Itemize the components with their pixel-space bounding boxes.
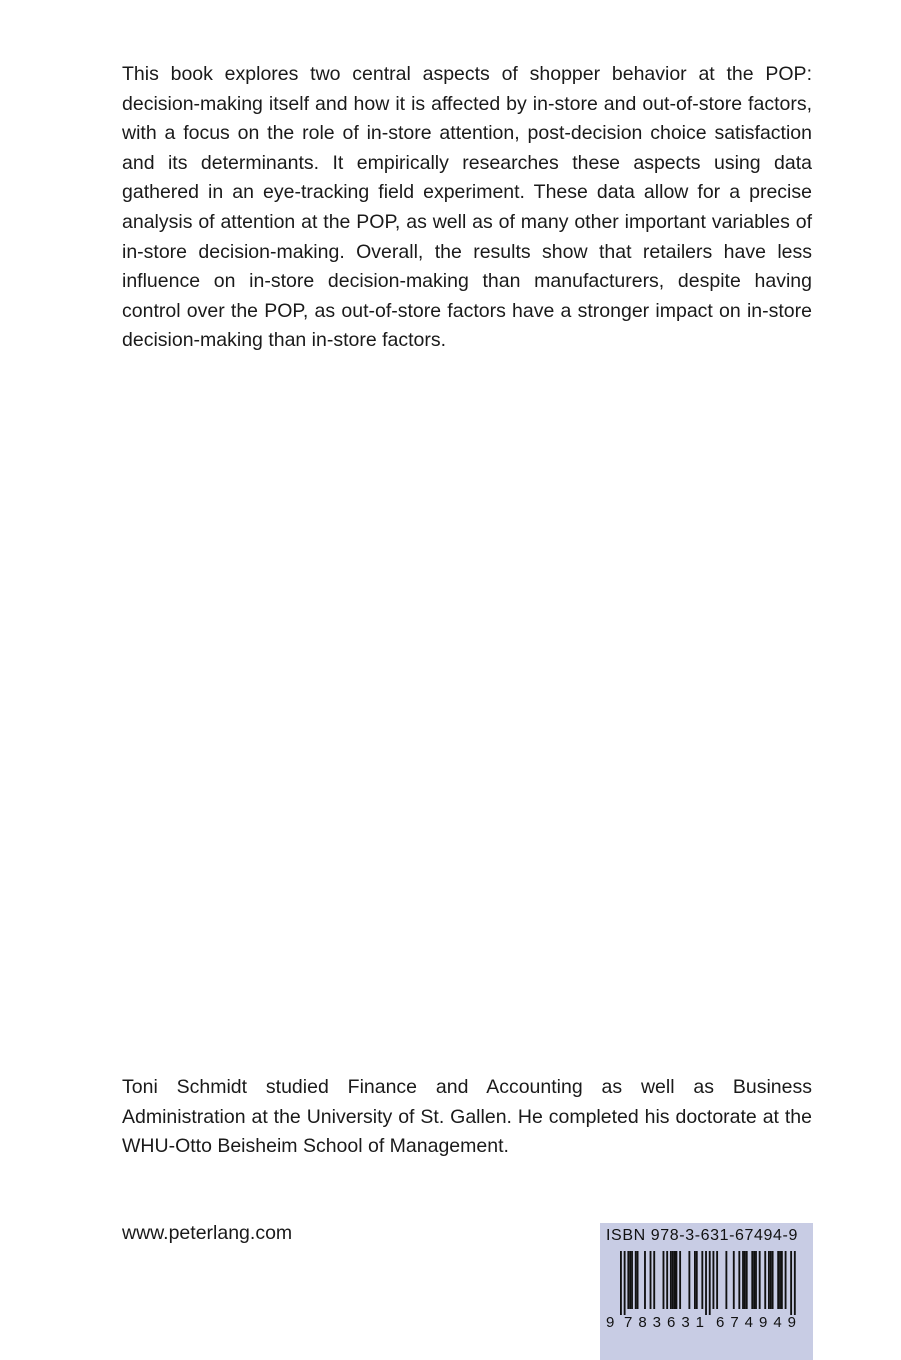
barcode-bar [779,1251,781,1309]
barcode-bar [688,1251,690,1309]
barcode-bar [663,1251,665,1309]
barcode-bar [770,1251,772,1309]
barcode-bar [755,1251,757,1309]
barcode-bar [777,1251,779,1309]
barcode-bar [674,1251,676,1309]
barcode-bar [709,1251,711,1315]
barcode-bar [764,1251,766,1309]
barcode-bar [742,1251,744,1309]
barcode-bar [785,1251,787,1309]
barcode-bar [620,1251,622,1315]
barcode-right-digits: 674949 [716,1314,796,1329]
barcode [606,1251,806,1329]
barcode-bar [629,1251,631,1309]
barcode-bar [694,1251,696,1309]
barcode-bar [672,1251,674,1309]
barcode-bar [768,1251,770,1309]
barcode-bar [794,1251,796,1315]
barcode-bar [627,1251,629,1309]
barcode-bar [679,1251,681,1309]
publisher-url[interactable]: www.peterlang.com [122,1222,293,1244]
barcode-bar [744,1251,746,1309]
barcode-bar [733,1251,735,1309]
barcode-bar [772,1251,774,1309]
barcode-bar [676,1251,678,1309]
barcode-graphic [606,1251,806,1329]
barcode-bar [650,1251,652,1309]
barcode-bar [624,1251,626,1315]
barcode-bar [759,1251,761,1309]
barcode-bar [716,1251,718,1309]
barcode-bar [666,1251,668,1309]
barcode-bar [790,1251,792,1315]
isbn-panel [600,1223,813,1360]
barcode-first-digit: 9 [606,1314,615,1329]
barcode-bar [751,1251,753,1309]
barcode-bar [635,1251,637,1309]
barcode-bar [696,1251,698,1309]
barcode-bar [746,1251,748,1309]
author-bio: Toni Schmidt studied Finance and Accounting as well as Business Administration at the University of St. Gallen. He completed his doctorate at the WHU-Otto Beisheim School of Management. [122,1076,812,1158]
barcode-bar [644,1251,646,1309]
barcode-bar [781,1251,783,1309]
book-description: This book explores two central aspects of shopper behavior at the POP: decision-making itself and how it is affected by in-store and out-of-store factors, with a focus on the role of in-store attention, post-decision choice satisfaction and its determinants. It empirically researches these aspects using data gathered in an eye-tracking field experiment. These data allow for a precise analysis of attention at the POP, as well as of many other important variables of in-store decision-making. Overall, the results show that retailers have less influence on in-store decision-making than manufacturers, despite having control over the POP, as out-of-store factors have a stronger impact on in-store decision-making than in-store factors. [122,63,812,352]
barcode-bar [670,1251,672,1309]
barcode-bar [705,1251,707,1315]
barcode-bar [637,1251,639,1309]
barcode-bar [753,1251,755,1309]
barcode-bar [725,1251,727,1309]
barcode-bar [713,1251,715,1309]
barcode-left-digits: 783631 [624,1314,704,1329]
isbn-label: ISBN 978-3-631-67494-9 [606,1227,798,1244]
barcode-bar [738,1251,740,1309]
barcode-bar [653,1251,655,1309]
barcode-bar [631,1251,633,1309]
barcode-bar [701,1251,703,1309]
